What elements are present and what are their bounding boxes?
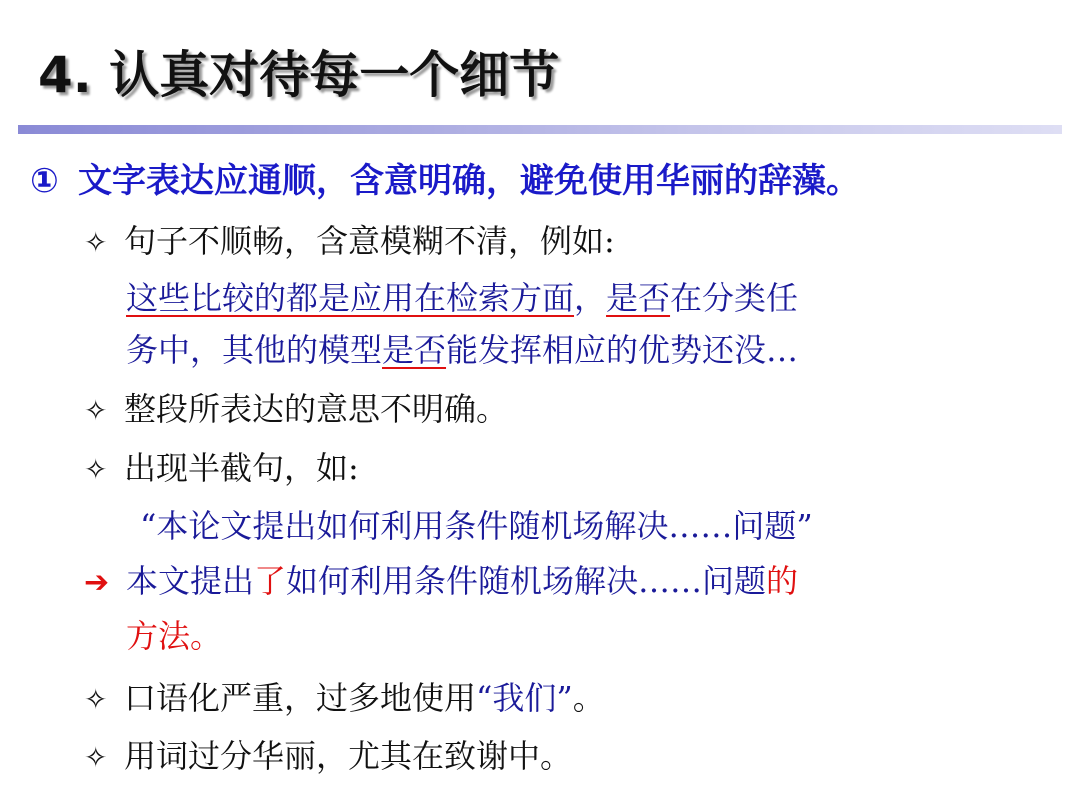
- example-text: 能发挥相应的优势还没…: [446, 331, 799, 369]
- example-text: ，: [574, 279, 607, 317]
- bullet-star-icon: ✧: [84, 741, 108, 774]
- bullet-text: 句子不顺畅，含意模糊不清，例如:: [124, 222, 615, 260]
- underlined-phrase: 是否: [382, 331, 447, 369]
- slide-title: 4. 认真对待每一个细节: [38, 46, 560, 104]
- bullet-star-icon: ✧: [84, 683, 108, 716]
- bullet-item-1: [84, 215, 615, 269]
- bullet-item-4: [84, 672, 605, 726]
- example-text: 务中，其他的模型: [126, 331, 383, 369]
- bullet-text: 。: [572, 679, 605, 717]
- example-line-1: [126, 272, 798, 324]
- title-divider: [18, 125, 1062, 134]
- correction-highlight: 了: [254, 562, 287, 600]
- quoted-word: “我们”: [476, 679, 573, 717]
- correction-text: 本文提出: [126, 562, 255, 600]
- point-text: 文字表达应通顺，含意明确，避免使用华丽的辞藻。: [78, 161, 860, 201]
- bullet-text: 整段所表达的意思不明确。: [124, 390, 509, 428]
- bullet-item-3: [84, 442, 359, 496]
- quoted-example: “本论文提出如何利用条件随机场解决……问题”: [140, 507, 813, 545]
- bullet-text: 用词过分华丽，尤其在致谢中。: [124, 737, 573, 775]
- bullet-star-icon: ✧: [84, 394, 108, 427]
- correction-line-1: [84, 555, 798, 609]
- arrow-right-icon: ➔: [84, 565, 110, 600]
- example-text: 在分类任: [670, 279, 799, 317]
- point-number: ①: [30, 161, 59, 201]
- bullet-text: 口语化严重，过多地使用: [124, 679, 477, 717]
- bullet-item-5: [84, 730, 572, 784]
- bullet-star-icon: ✧: [84, 453, 108, 486]
- correction-highlight: 的: [766, 562, 799, 600]
- point-1: [30, 155, 860, 207]
- example-line-2: [126, 324, 798, 376]
- correction-text: 如何利用条件随机场解决……问题: [286, 562, 767, 600]
- correction-line-2: 方法。: [126, 617, 223, 655]
- underlined-phrase: 这些比较的都是应用在检索方面: [126, 279, 575, 317]
- bullet-star-icon: ✧: [84, 226, 108, 259]
- bullet-text: 出现半截句，如:: [124, 449, 359, 487]
- underlined-phrase: 是否: [606, 279, 671, 317]
- bullet-item-2: [84, 383, 508, 437]
